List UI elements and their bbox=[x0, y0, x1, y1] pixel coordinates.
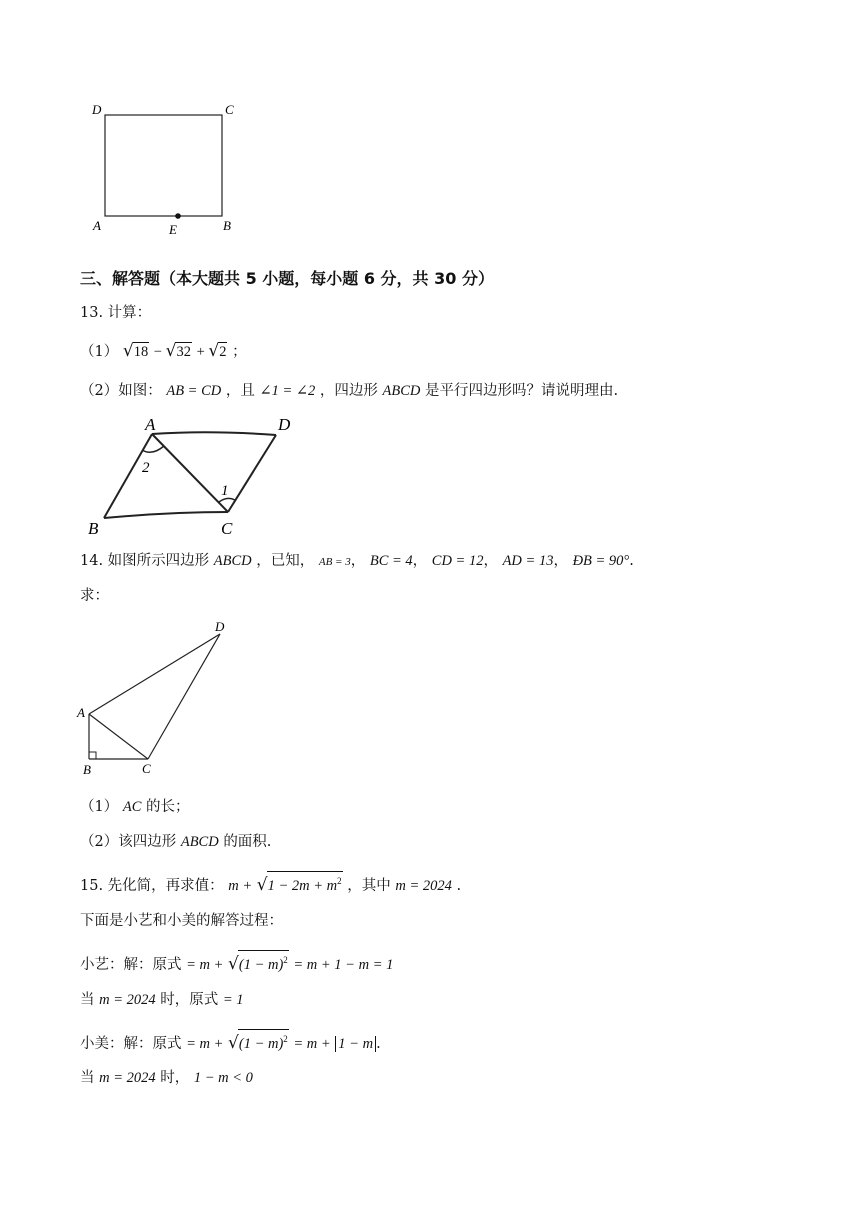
edge-ab bbox=[104, 434, 152, 518]
q14-ab: AB = 3 bbox=[318, 556, 351, 568]
xiaomei-abs: 1 − m bbox=[335, 1036, 376, 1052]
xiaoyi-rad: (1 − m) bbox=[238, 956, 284, 973]
q15-expr-sq: 2 bbox=[337, 876, 342, 886]
q14-p1: （1） bbox=[80, 799, 119, 815]
q13-part2 bbox=[80, 381, 618, 401]
xiaoyi-eq2: = m + 1 − m = 1 bbox=[293, 956, 394, 973]
edge-ad bbox=[152, 432, 276, 435]
when1: 当 bbox=[80, 992, 95, 1008]
q15-intro: 先化简，再求值： bbox=[107, 877, 224, 894]
xiaomei-when bbox=[80, 1068, 253, 1088]
q13-number: 13. bbox=[80, 305, 104, 321]
q14-cd: CD = 12 bbox=[431, 553, 484, 569]
q14-abcd: ABCD bbox=[213, 553, 252, 569]
xiaoyi-solution: 小艺：解：原式 = $m + √(1 - m)^2 = m + 1 - m = 1$ bbox=[80, 950, 393, 975]
label-b: B bbox=[83, 762, 91, 777]
q13-p1-prefix: （1） bbox=[80, 344, 119, 360]
sqrt-32: 32 bbox=[176, 344, 191, 360]
edge-bc bbox=[104, 512, 228, 518]
sqrt-2: 2 bbox=[219, 344, 227, 360]
label-b: B bbox=[88, 519, 99, 538]
q14-p2-abcd: ABCD bbox=[180, 834, 219, 850]
q15-where: ，其中 bbox=[347, 877, 391, 894]
q15-period: . bbox=[456, 877, 462, 894]
q15-mval: m = 2024 bbox=[395, 877, 452, 894]
label-c: C bbox=[225, 102, 234, 117]
edge-cd bbox=[228, 435, 276, 512]
q13-p2-eq: AB = CD bbox=[166, 383, 222, 399]
xiaomei-sq: 2 bbox=[283, 1034, 288, 1044]
q13-p2-tail: 是平行四边形吗？请说明理由. bbox=[425, 383, 619, 399]
q14-p2: （2）该四边形 bbox=[80, 834, 177, 850]
q14-number: 14. bbox=[80, 553, 104, 569]
q13-p2-abcd: ABCD bbox=[382, 383, 421, 399]
xiaoyi-label: 小艺：解：原式 bbox=[80, 956, 182, 973]
xiaoyi-sq: 2 bbox=[283, 955, 288, 965]
q14-part2 bbox=[80, 832, 271, 852]
xiaomei-eq1: = m + bbox=[186, 1035, 224, 1052]
sqrt-18: 18 bbox=[133, 344, 149, 360]
q13-p2-mid: ，且 bbox=[225, 383, 255, 399]
q14-ad: AD = 13 bbox=[502, 553, 554, 569]
label-d: D bbox=[92, 102, 102, 117]
label-b: B bbox=[223, 218, 231, 233]
xiaomei-label: 小美：解：原式 bbox=[80, 1035, 182, 1052]
label-a: A bbox=[77, 705, 85, 720]
label-e: E bbox=[169, 222, 177, 237]
when1-m: m = 2024 bbox=[99, 992, 156, 1008]
q15-expr-rad: 1 − 2m + m bbox=[267, 877, 338, 894]
q14-bc: BC = 4 bbox=[369, 553, 413, 569]
xiaoyi-eq1: = m + bbox=[186, 956, 224, 973]
when2: 当 bbox=[80, 1070, 95, 1086]
label-c: C bbox=[221, 519, 233, 538]
label-d: D bbox=[278, 415, 291, 434]
xiaomei-rad: (1 − m) bbox=[238, 1035, 284, 1052]
q13-title-text: 计算： bbox=[107, 305, 152, 321]
q15-process: 下面是小艺和小美的解答过程： bbox=[80, 913, 283, 929]
section-heading: 三、解答题（本大题共 5 小题，每小题 6 分，共 30 分） bbox=[80, 269, 494, 288]
q14-seek: 求： bbox=[80, 588, 109, 604]
q13-title bbox=[80, 303, 151, 323]
label-2: 2 bbox=[142, 460, 150, 476]
edge-ac bbox=[89, 714, 148, 759]
q14-p1-tail: 的长； bbox=[145, 799, 190, 815]
q14-p1-ac: AC bbox=[122, 799, 142, 815]
q13-p2-angles: ∠1 = ∠2 bbox=[259, 383, 316, 399]
q15-number: 15. bbox=[80, 877, 104, 894]
xiaomei-eq2: = m + bbox=[293, 1035, 331, 1052]
xiaoyi-when bbox=[80, 990, 244, 1010]
q13-p2-prefix: （2）如图： bbox=[80, 383, 162, 399]
label-a: A bbox=[93, 218, 101, 233]
xiaomei-solution: 小美：解：原式 = $m + √(1 - m)^2 = m + 1 - m$ . bbox=[80, 1029, 381, 1054]
point-e bbox=[175, 213, 181, 219]
edge-cd bbox=[148, 634, 220, 759]
q14-known: ，已知， bbox=[256, 553, 315, 569]
q14-part1 bbox=[80, 797, 189, 817]
label-a: A bbox=[145, 415, 156, 434]
q13-part1: （1） √18 − √32 + √2 ； bbox=[80, 341, 247, 361]
when1-tail: 时，原式 bbox=[160, 992, 219, 1008]
parallelogram-figure bbox=[80, 410, 310, 540]
xiaomei-dot: . bbox=[376, 1035, 381, 1052]
when1-val: = 1 bbox=[222, 992, 244, 1008]
q15-statement: 15. 先化简，再求值： $m + √1 - 2m + m^2$ ，其中 m = 2024 . bbox=[80, 871, 461, 896]
edge-ad bbox=[89, 634, 220, 714]
label-d: D bbox=[215, 619, 225, 634]
q14-statement: 14. 如图所示四边形 ABCD ，已知， AB = 3， BC = 4， CD = 12， AD = 13， ÐB = 90°. bbox=[80, 553, 634, 569]
q15-expr-m: m + bbox=[228, 877, 253, 894]
when2-ineq: 1 − m < 0 bbox=[193, 1070, 253, 1086]
when2-tail: 时， bbox=[160, 1070, 190, 1086]
square-figure bbox=[85, 95, 245, 240]
quadrilateral-figure bbox=[75, 615, 245, 780]
q13-p2-mid2: ，四边形 bbox=[319, 383, 378, 399]
q14-p2-tail: 的面积. bbox=[223, 834, 272, 850]
right-angle-mark bbox=[89, 752, 96, 759]
q14-intro: 如图所示四边形 bbox=[107, 553, 210, 569]
when2-m: m = 2024 bbox=[99, 1070, 156, 1086]
q14-angle-b: ÐB = 90° bbox=[572, 553, 630, 569]
q13-p1-suffix: ； bbox=[232, 344, 247, 360]
label-c: C bbox=[142, 761, 151, 776]
label-1: 1 bbox=[221, 483, 229, 499]
square-abcd bbox=[105, 115, 222, 216]
